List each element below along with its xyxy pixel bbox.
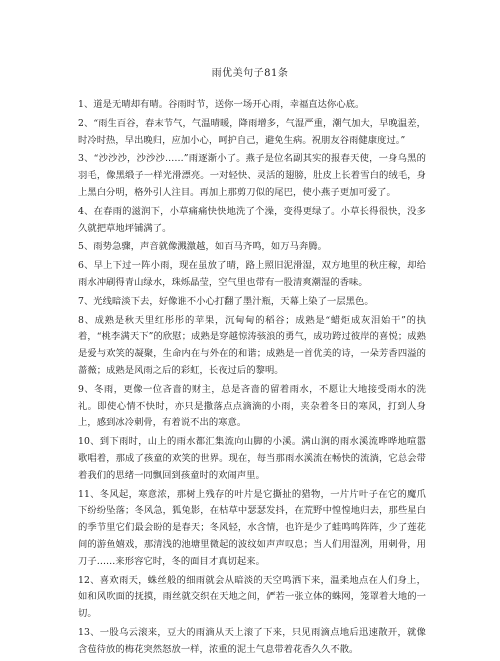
page-title: 雨优美句子81条	[211, 68, 289, 79]
paragraph-4: 4、在春雨的滋润下，小草痛痛快快地洗了个澡，变得更绿了。小草长得很快，没多久就把草地坪铺满了。	[78, 205, 426, 234]
paragraph-6: 6、早上下过一阵小雨，现在虽放了晴，路上照旧泥滑湿，双方地里的秋庄稼，却给雨水冲刷得青山绿水，珠烁晶莹，空气里也带有一股清爽潮湿的香味。	[78, 260, 426, 288]
paragraph-10: 10、到下雨时，山上的雨水都汇集流向山脚的小溪。满山涧的雨水溪流哗哗地喧嚣歌唱着，那成了孩童的欢笑的世界。现在，每当那雨水溪流在畅快的流淌，它总会带着我们的思绪一同飘回到孩童时的欢闹声里。	[78, 436, 426, 481]
document-body	[78, 97, 426, 661]
paragraph-3: 3、“沙沙沙，沙沙沙……”雨逐渐小了。燕子是位名副其实的报春天使，一身乌黑的羽毛，像黑缎子一样光滑漂亮。一对轻快、灵活的翅膀，肚皮上长着雪白的绒毛，身上黑白分明，格外引人注目。再加上那剪刀似的尾巴，使小燕子更加可爱了。	[78, 153, 426, 198]
paragraph-5: 5、雨势急骤，声音就像溅激越，如百马齐鸣，如万马奔腾。	[78, 241, 327, 253]
paragraph-9: 9、冬雨，更像一位吝啬的财主，总是吝啬的留着雨水，不愿让大地接受雨水的洗礼。即使心情不快时，亦只是撒落点点滴滴的小雨，夹杂着冬日的寒风，打到人身上，感到冰冷刺骨，有着说不出的寒意。	[78, 383, 426, 429]
paragraph-2: 2、“雨生百谷，春末节气，气温晴暖，降雨增多，气湿严重，潮气加大，早晚温差，时冷时热，早出晚归，应加小心，呵护自己，避免生病。祝朋友谷雨健康度过。”	[78, 117, 426, 146]
paragraph-13: 13、一股乌云滚来，豆大的雨滴从天上滚了下来，只见雨滴点地后迅速散开，就像含苞待放的梅花突然怒放一样，浓重的泥土气息带着花香久久不散。	[78, 626, 426, 655]
paragraph-1: 1、道是无晴却有晴。谷雨时节，送你一场开心雨，幸福直达你心底。	[78, 99, 365, 110]
paragraph-12: 12、喜欢雨天，蛛丝般的细雨就会从暗淡的天空鸣洒下来，温柔地点在人们身上，如和风吹面的抚摸，雨丝就交织在天地之间，俨若一张立体的蛛网，笼罩着大地的一切。	[78, 574, 426, 620]
paragraph-11: 11、冬风起，寒意浓，那树上残存的叶片是它撕扯的猎物，一片片叶子在它的魔爪下纷纷坠落；冬风急，狐兔影，在枯草中瑟瑟发抖，在荒野中惶惶地归去，那些星白的季节里它们最会盼的是春天；冬风轻，水含情，也许是少了蛙鸣鸣阵阵，少了莲花间的游鱼嬉戏，那清浅的池塘里微起的波纹如声声叹息；当人们用湿冽，用刺骨，用刀子……来形容它时，冬的面目才真切起来。	[78, 488, 426, 567]
paragraph-7: 7、光线暗淡下去，好像谁不小心打翻了墨汁瓶，天幕上染了一层黑色。	[78, 295, 374, 307]
paragraph-8: 8、成熟是秋天里红彤彤的苹果，沉甸甸的稻谷；成熟是“蜡炬成灰泪始干”的执着，“桃李满天下”的欣慰；成熟是穿越惊涛骇浪的勇气，成功跨过彼岸的喜悦；成熟是爱与欢笑的凝聚，生命内在与外在的和谐；成熟是一首优美的诗，一朵芳香四溢的蔷薇；成熟是风雨之后的彩虹，长夜过后的黎明。	[78, 314, 426, 376]
